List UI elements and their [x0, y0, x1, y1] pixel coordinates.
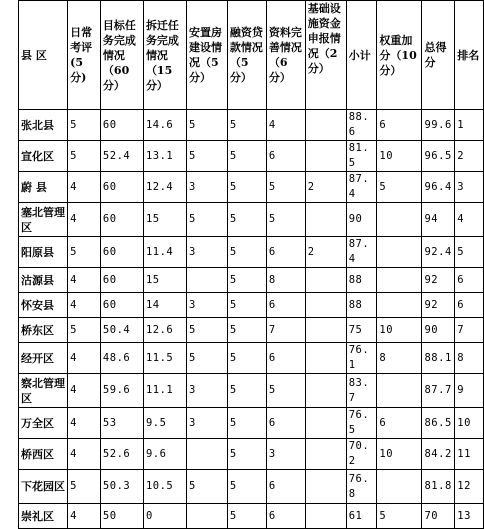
cell-housing: 5 — [186, 110, 227, 141]
cell-subtotal: 88 — [346, 293, 377, 318]
cell-target: 60 — [100, 110, 143, 141]
header-target: 目标任务完成情况（60分） — [100, 1, 143, 110]
cell-target: 60 — [100, 293, 143, 318]
table-row — [19, 268, 484, 293]
table-row — [19, 203, 484, 237]
cell-total: 92.4 — [422, 237, 455, 268]
cell-housing: 3 — [186, 172, 227, 203]
cell-rank: 5 — [455, 237, 484, 268]
cell-target: 50.3 — [100, 470, 143, 504]
cell-daily: 4 — [68, 408, 101, 439]
header-total: 总得分 — [422, 1, 455, 110]
cell-documents: 7 — [266, 318, 305, 343]
cell-housing — [186, 268, 227, 293]
cell-documents: 6 — [266, 408, 305, 439]
cell-relocation: 12.6 — [143, 318, 186, 343]
cell-finance: 5 — [227, 374, 266, 408]
header-rank: 排名 — [455, 1, 484, 110]
table-row — [19, 318, 484, 343]
cell-relocation: 15 — [143, 203, 186, 237]
cell-documents: 6 — [266, 141, 305, 172]
cell-weight: 5 — [377, 172, 422, 203]
cell-daily: 5 — [68, 141, 101, 172]
cell-infrastructure — [305, 504, 346, 529]
cell-daily: 5 — [68, 237, 101, 268]
cell-total: 81.8 — [422, 470, 455, 504]
table-row — [19, 374, 484, 408]
cell-finance: 5 — [227, 504, 266, 529]
cell-finance: 5 — [227, 141, 266, 172]
cell-subtotal: 76.1 — [346, 343, 377, 374]
cell-documents: 8 — [266, 268, 305, 293]
cell-finance: 5 — [227, 343, 266, 374]
cell-finance: 5 — [227, 470, 266, 504]
cell-daily: 4 — [68, 268, 101, 293]
cell-county: 万全区 — [19, 408, 68, 439]
cell-weight: 6 — [377, 110, 422, 141]
cell-finance: 5 — [227, 439, 266, 470]
cell-subtotal: 87.4 — [346, 237, 377, 268]
table-body — [19, 110, 484, 529]
cell-documents: 3 — [266, 439, 305, 470]
cell-weight — [377, 470, 422, 504]
cell-county: 怀安县 — [19, 293, 68, 318]
cell-housing — [186, 504, 227, 529]
cell-subtotal: 87.4 — [346, 172, 377, 203]
cell-subtotal: 83.7 — [346, 374, 377, 408]
cell-target: 50.4 — [100, 318, 143, 343]
cell-county: 蔚 县 — [19, 172, 68, 203]
table-row — [19, 439, 484, 470]
cell-county: 经开区 — [19, 343, 68, 374]
cell-documents: 6 — [266, 237, 305, 268]
cell-daily: 5 — [68, 470, 101, 504]
cell-county: 张北县 — [19, 110, 68, 141]
cell-total: 96.5 — [422, 141, 455, 172]
cell-relocation: 0 — [143, 504, 186, 529]
cell-subtotal: 81.5 — [346, 141, 377, 172]
cell-total: 87.7 — [422, 374, 455, 408]
header-relocation: 拆迁任务完成情况（15分） — [143, 1, 186, 110]
cell-housing: 5 — [186, 470, 227, 504]
cell-finance: 5 — [227, 237, 266, 268]
cell-relocation: 10.5 — [143, 470, 186, 504]
cell-documents: 5 — [266, 374, 305, 408]
cell-infrastructure: 2 — [305, 172, 346, 203]
cell-rank: 13 — [455, 504, 484, 529]
cell-total: 99.6 — [422, 110, 455, 141]
cell-total: 92 — [422, 268, 455, 293]
cell-rank: 6 — [455, 293, 484, 318]
cell-daily: 5 — [68, 318, 101, 343]
cell-finance: 5 — [227, 293, 266, 318]
cell-county: 沽源县 — [19, 268, 68, 293]
cell-county: 察北管理区 — [19, 374, 68, 408]
cell-subtotal: 90 — [346, 203, 377, 237]
cell-target: 52.4 — [100, 141, 143, 172]
cell-relocation: 13.1 — [143, 141, 186, 172]
cell-county: 桥东区 — [19, 318, 68, 343]
cell-weight — [377, 203, 422, 237]
cell-daily: 4 — [68, 504, 101, 529]
cell-rank: 2 — [455, 141, 484, 172]
cell-finance: 5 — [227, 268, 266, 293]
cell-weight: 10 — [377, 318, 422, 343]
cell-daily: 5 — [68, 110, 101, 141]
cell-total: 92 — [422, 293, 455, 318]
cell-relocation: 11.1 — [143, 374, 186, 408]
cell-documents: 4 — [266, 110, 305, 141]
cell-daily: 4 — [68, 439, 101, 470]
cell-finance: 5 — [227, 318, 266, 343]
cell-subtotal: 61 — [346, 504, 377, 529]
table-row — [19, 293, 484, 318]
cell-target: 52.6 — [100, 439, 143, 470]
cell-daily: 4 — [68, 343, 101, 374]
cell-documents: 6 — [266, 343, 305, 374]
cell-rank: 3 — [455, 172, 484, 203]
cell-relocation: 9.6 — [143, 439, 186, 470]
cell-infrastructure — [305, 268, 346, 293]
cell-documents: 5 — [266, 172, 305, 203]
cell-daily: 4 — [68, 203, 101, 237]
cell-rank: 10 — [455, 408, 484, 439]
cell-documents: 5 — [266, 203, 305, 237]
cell-infrastructure — [305, 141, 346, 172]
cell-weight: 10 — [377, 141, 422, 172]
cell-housing: 5 — [186, 343, 227, 374]
cell-relocation: 11.5 — [143, 343, 186, 374]
cell-rank: 12 — [455, 470, 484, 504]
cell-rank: 9 — [455, 374, 484, 408]
table-row — [19, 110, 484, 141]
cell-infrastructure — [305, 343, 346, 374]
cell-weight — [377, 268, 422, 293]
cell-subtotal: 88 — [346, 268, 377, 293]
header-documents: 资料完善情况（6分） — [266, 1, 305, 110]
cell-daily: 4 — [68, 172, 101, 203]
score-table — [18, 0, 484, 529]
cell-infrastructure — [305, 470, 346, 504]
header-daily: 日常考评(5分) — [68, 1, 101, 110]
header-infrastructure: 基础设施资金申报情况（2分） — [305, 1, 346, 110]
table-row — [19, 343, 484, 374]
table-row — [19, 408, 484, 439]
cell-target: 60 — [100, 203, 143, 237]
cell-target: 60 — [100, 268, 143, 293]
cell-total: 84.2 — [422, 439, 455, 470]
cell-weight — [377, 374, 422, 408]
cell-weight: 8 — [377, 343, 422, 374]
cell-documents: 6 — [266, 293, 305, 318]
cell-daily: 4 — [68, 293, 101, 318]
cell-county: 下花园区 — [19, 470, 68, 504]
cell-documents: 6 — [266, 504, 305, 529]
cell-housing: 3 — [186, 408, 227, 439]
cell-target: 59.6 — [100, 374, 143, 408]
table-row — [19, 141, 484, 172]
cell-weight — [377, 237, 422, 268]
cell-target: 50 — [100, 504, 143, 529]
cell-relocation: 15 — [143, 268, 186, 293]
cell-county: 阳原县 — [19, 237, 68, 268]
table-row — [19, 237, 484, 268]
cell-target: 53 — [100, 408, 143, 439]
cell-daily: 4 — [68, 374, 101, 408]
cell-infrastructure — [305, 203, 346, 237]
cell-relocation: 11.4 — [143, 237, 186, 268]
cell-housing: 5 — [186, 141, 227, 172]
cell-subtotal: 76.5 — [346, 408, 377, 439]
cell-total: 90 — [422, 318, 455, 343]
cell-relocation: 12.4 — [143, 172, 186, 203]
cell-county: 桥西区 — [19, 439, 68, 470]
cell-housing: 5 — [186, 318, 227, 343]
cell-infrastructure — [305, 439, 346, 470]
header-county: 县 区 — [19, 1, 68, 110]
cell-subtotal: 70.2 — [346, 439, 377, 470]
header-housing: 安置房建设情况（5分） — [186, 1, 227, 110]
cell-rank: 4 — [455, 203, 484, 237]
cell-target: 60 — [100, 237, 143, 268]
cell-infrastructure — [305, 318, 346, 343]
header-finance: 融资贷款情况（5分） — [227, 1, 266, 110]
cell-housing: 3 — [186, 374, 227, 408]
cell-finance: 5 — [227, 110, 266, 141]
cell-county: 崇礼区 — [19, 504, 68, 529]
cell-finance: 5 — [227, 408, 266, 439]
cell-relocation: 14 — [143, 293, 186, 318]
cell-housing: 3 — [186, 293, 227, 318]
cell-infrastructure — [305, 374, 346, 408]
header-weight: 权重加分（10分） — [377, 1, 422, 110]
cell-weight: 5 — [377, 504, 422, 529]
cell-relocation: 14.6 — [143, 110, 186, 141]
cell-infrastructure: 2 — [305, 237, 346, 268]
cell-rank: 11 — [455, 439, 484, 470]
cell-rank: 8 — [455, 343, 484, 374]
cell-housing — [186, 439, 227, 470]
cell-target: 60 — [100, 172, 143, 203]
cell-target: 48.6 — [100, 343, 143, 374]
cell-relocation: 9.5 — [143, 408, 186, 439]
cell-subtotal: 75 — [346, 318, 377, 343]
cell-weight: 6 — [377, 408, 422, 439]
cell-rank: 7 — [455, 318, 484, 343]
cell-infrastructure — [305, 110, 346, 141]
cell-total: 86.5 — [422, 408, 455, 439]
cell-infrastructure — [305, 293, 346, 318]
header-subtotal: 小计 — [346, 1, 377, 110]
cell-total: 96.4 — [422, 172, 455, 203]
cell-subtotal: 76.8 — [346, 470, 377, 504]
cell-housing: 3 — [186, 237, 227, 268]
header-row — [19, 1, 484, 110]
cell-infrastructure — [305, 408, 346, 439]
cell-rank: 6 — [455, 268, 484, 293]
cell-county: 宣化区 — [19, 141, 68, 172]
table-row — [19, 470, 484, 504]
cell-total: 88.1 — [422, 343, 455, 374]
cell-weight — [377, 293, 422, 318]
table-row — [19, 172, 484, 203]
cell-rank: 1 — [455, 110, 484, 141]
cell-county: 塞北管理区 — [19, 203, 68, 237]
cell-documents: 6 — [266, 470, 305, 504]
cell-total: 70 — [422, 504, 455, 529]
cell-weight: 10 — [377, 439, 422, 470]
table-row — [19, 504, 484, 529]
cell-finance: 5 — [227, 203, 266, 237]
cell-subtotal: 88.6 — [346, 110, 377, 141]
cell-housing: 5 — [186, 203, 227, 237]
cell-finance: 5 — [227, 172, 266, 203]
cell-total: 94 — [422, 203, 455, 237]
